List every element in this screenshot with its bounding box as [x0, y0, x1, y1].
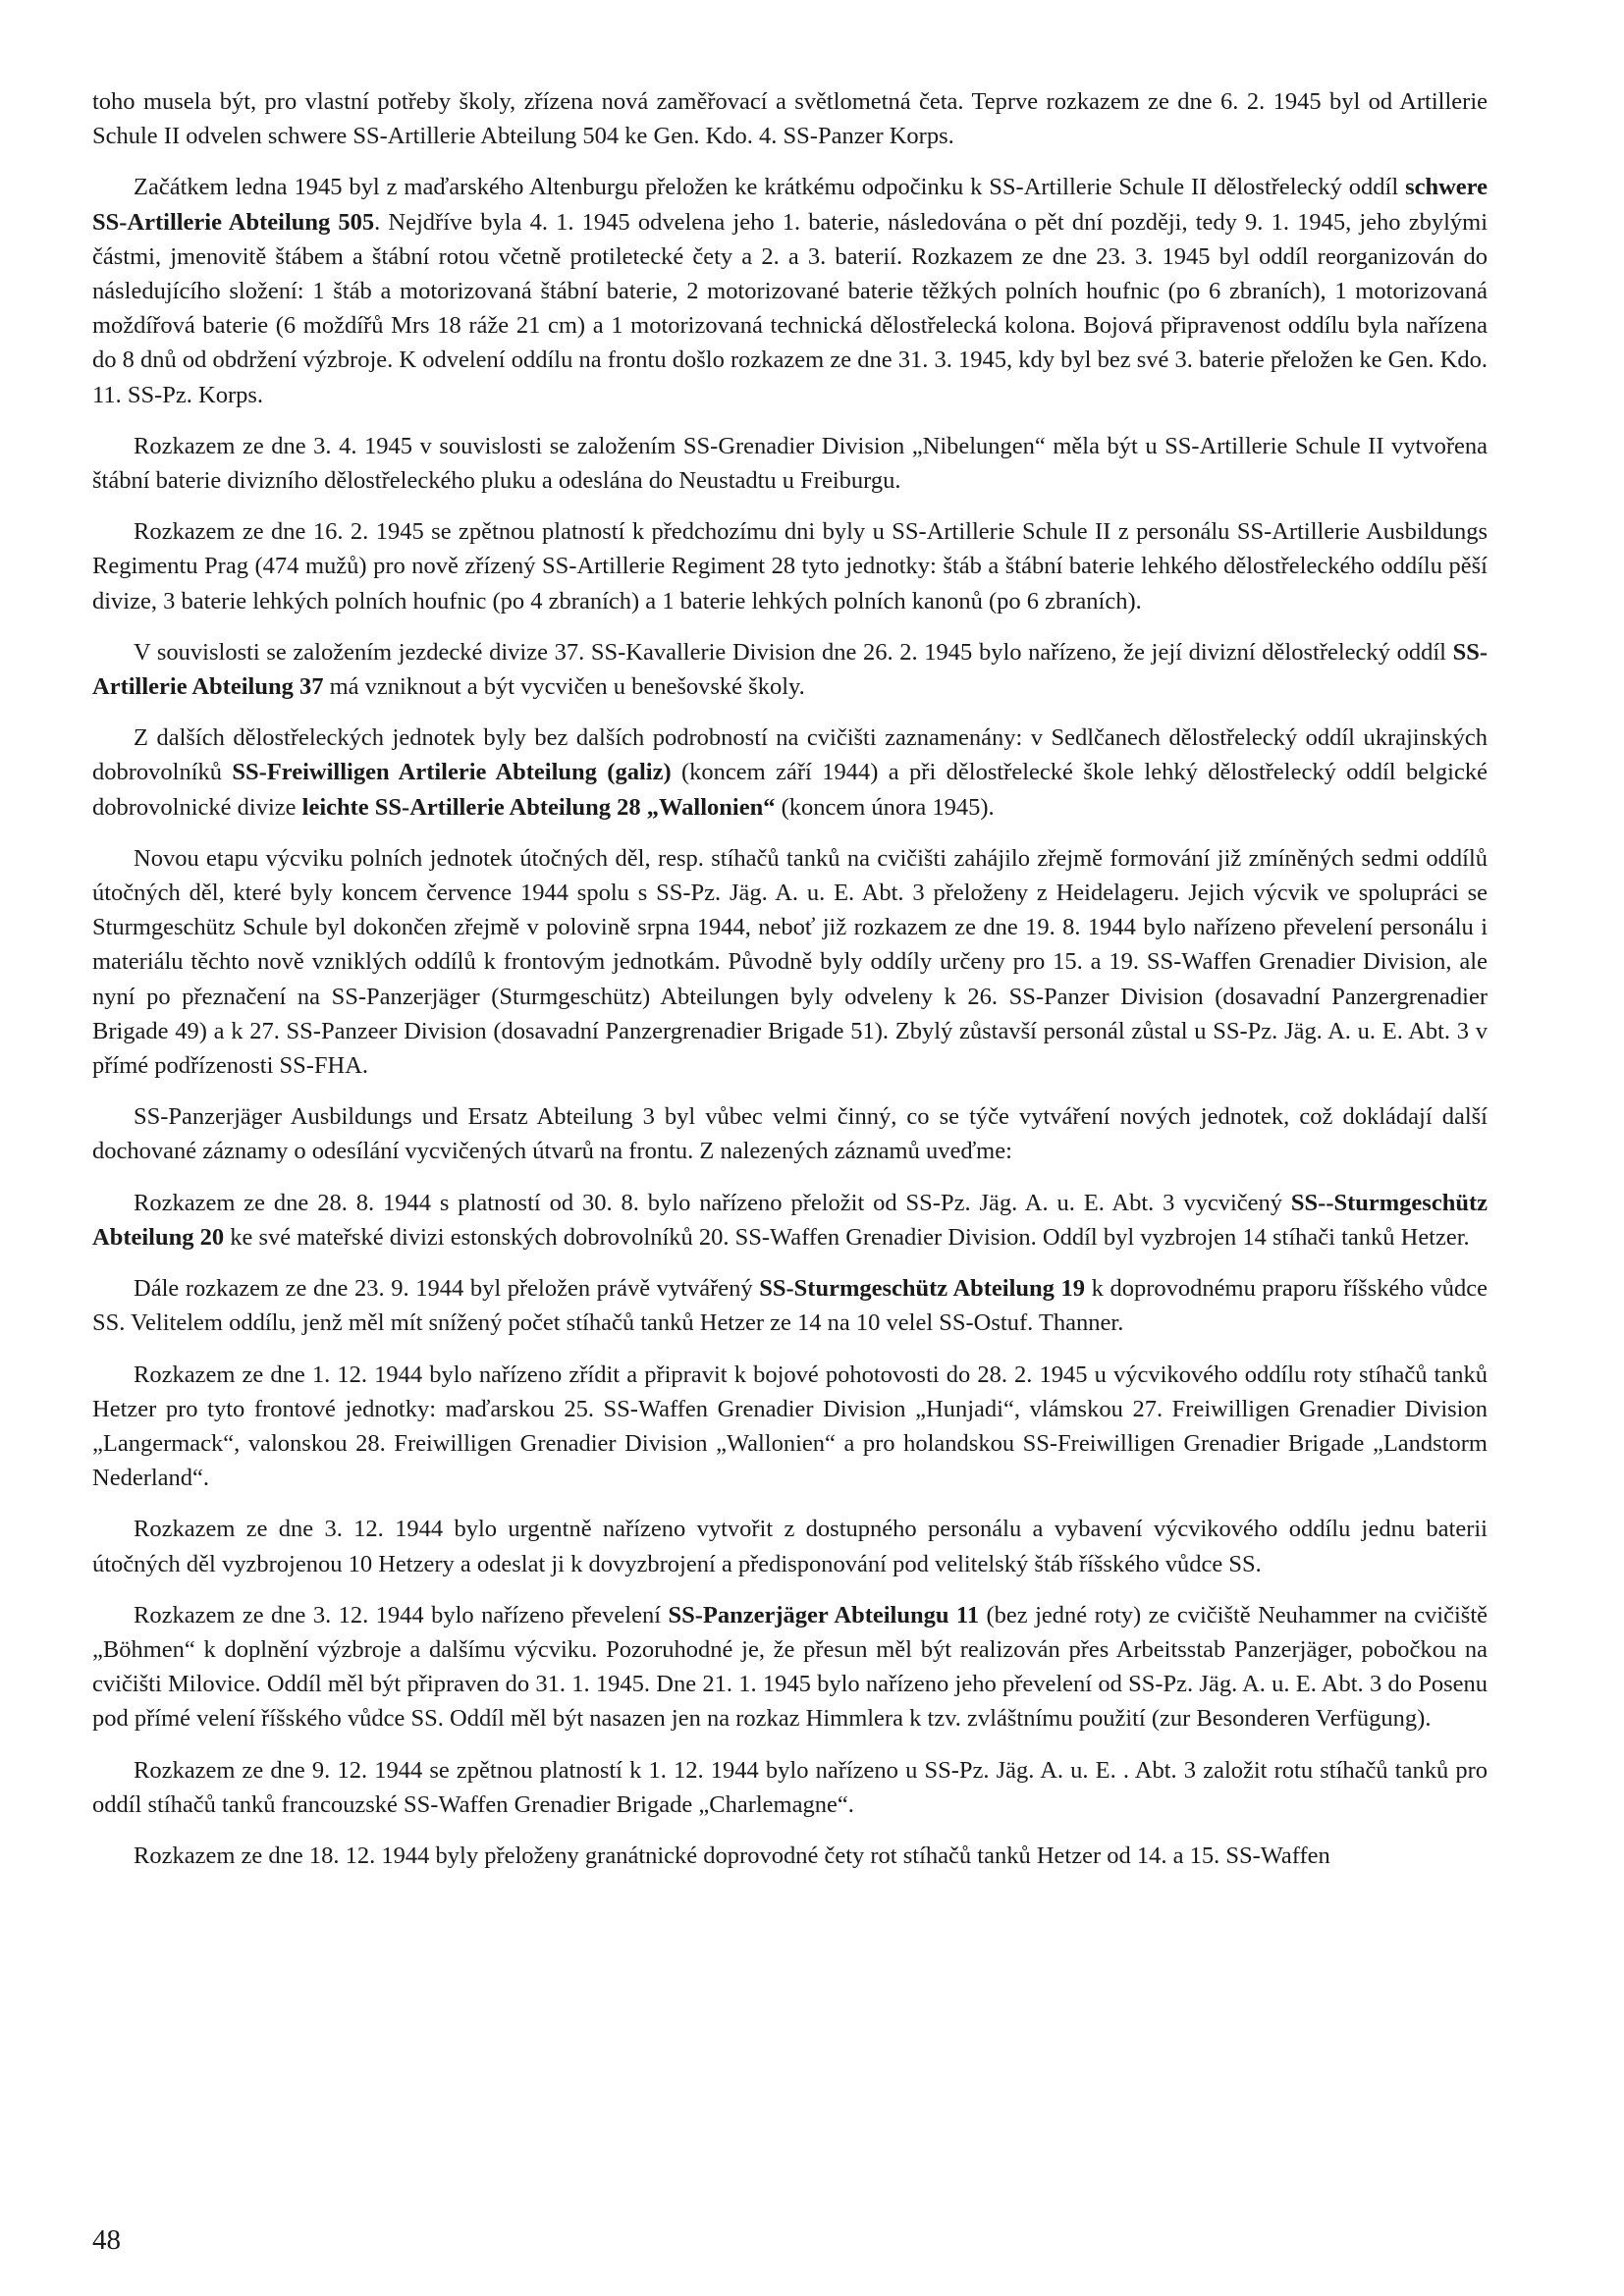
- paragraph: [92, 170, 1488, 411]
- paragraph-text: Rozkazem ze dne 18. 12. 1944 byly přeloženy granátnické doprovodné čety rot stíhačů tanků Hetzer od 14. a 15. SS-Waffen: [134, 1842, 1330, 1869]
- paragraph-text: Rozkazem ze dne 3. 12. 1944 bylo nařízeno převelení: [134, 1601, 669, 1629]
- paragraph-text: Rozkazem ze dne 3. 4. 1945 v souvislosti se založením SS-Grenadier Division „Nibelungen“ měla být u SS-Artillerie Schule II vytvořena štábní baterie divizního dělostřeleckého pluku a odeslána do Neustadtu u Freiburgu.: [92, 432, 1488, 495]
- paragraph: [92, 1099, 1488, 1168]
- paragraph: [92, 1753, 1488, 1822]
- paragraph-text: (bez jedné roty) ze cvičiště Neuhammer na cvičiště „Böhmen“ k doplnění výzbroje a dalšímu výcviku. Pozoruhodné je, že přesun měl být realizován přes Arbeitsstab Panzerjäger, pobočkou na cvičišti Milovice. Oddíl měl být připraven do 31. 1. 1945. Dne 21. 1. 1945 bylo nařízeno jeho převelení od SS-Pz. Jäg. A. u. E. Abt. 3 do Posenu pod přímé velení říšského vůdce SS. Oddíl měl být nasazen jen na rozkaz Himmlera k tzv. zvláštnímu použití (zur Besonderen Verfügung).: [92, 1601, 1488, 1733]
- paragraph-text: Rozkazem ze dne 3. 12. 1944 bylo urgentně nařízeno vytvořit z dostupného personálu a vybavení výcvikového oddílu jednu baterii útočných děl vyzbrojenou 10 Hetzery a odeslat ji k dovyzbrojení a předisponování pod velitelský štáb říšského vůdce SS.: [92, 1516, 1488, 1577]
- paragraph-text: ke své mateřské divizi estonských dobrovolníků 20. SS-Waffen Grenadier Division. Oddíl byl vyzbrojen 14 stíhači tanků Hetzer.: [224, 1223, 1470, 1251]
- bold-unit-name: SS--Sturmgeschütz Abteilung 20: [92, 1189, 1488, 1251]
- paragraph: [92, 841, 1488, 1083]
- paragraph: [92, 1839, 1488, 1873]
- paragraph-text: Rozkazem ze dne 28. 8. 1944 s platností od 30. 8. bylo nařízeno přeložit od SS-Pz. Jäg. A. u. E. Abt. 3 vycvičený: [134, 1189, 1291, 1216]
- paragraph: [92, 635, 1488, 704]
- paragraph: [92, 1512, 1488, 1580]
- paragraph-text: Z dalších dělostřeleckých jednotek byly bez dalších podrobností na cvičišti zaznamenány: v Sedlčanech dělostřelecký oddíl ukrajinských dobrovolníků: [92, 724, 1488, 786]
- page-number: 48: [92, 2224, 121, 2256]
- paragraph: [92, 429, 1488, 498]
- paragraph-text: Dále rozkazem ze dne 23. 9. 1944 byl přeložen právě vytvářený: [134, 1275, 760, 1303]
- paragraph: [92, 84, 1488, 153]
- bold-unit-name: SS-Sturmgeschütz Abteilung 19: [759, 1275, 1086, 1303]
- paragraph: [92, 1598, 1488, 1736]
- paragraph: [92, 1271, 1488, 1340]
- paragraph: [92, 1186, 1488, 1255]
- paragraph: [92, 721, 1488, 825]
- paragraph-text: má vzniknout a být vycvičen u benešovské školy.: [323, 673, 805, 701]
- paragraph-text: Rozkazem ze dne 9. 12. 1944 se zpětnou platností k 1. 12. 1944 bylo nařízeno u SS-Pz. Jäg. A. u. E. . Abt. 3 založit rotu stíhačů tanků pro oddíl stíhačů tanků francouzské SS-Waffen Grenadier Brigade „Charlemagne“.: [92, 1756, 1488, 1818]
- paragraph: [92, 514, 1488, 618]
- bold-unit-name: SS-Panzerjäger Abteilungu 11: [668, 1601, 980, 1629]
- paragraph: [92, 1358, 1488, 1496]
- paragraph-text: (koncem září 1944) a při dělostřelecké škole lehký dělostřelecký oddíl belgické dobrovolnické divize: [92, 759, 1488, 821]
- paragraph-text: Novou etapu výcviku polních jednotek útočných děl, resp. stíhačů tanků na cvičišti zahájilo zřejmě formování již zmíněných sedmi oddílů útočných děl, které byly koncem července 1944 spolu s SS-Pz. Jäg. A. u. E. Abt. 3 přeloženy z Heidelageru. Jejich výcvik ve spolupráci se Sturmgeschütz Schule byl dokončen zřejmě v polovině srpna 1944, neboť již rozkazem ze dne 19. 8. 1944 bylo nařízeno převelení personálu i materiálu těchto nově vzniklých oddílů k frontovým jednotkám. Původně byly oddíly určeny pro 15. a 19. SS-Waffen Grenadier Division, ale nyní po přeznačení na SS-Panzerjäger (Sturmgeschütz) Abteilungen byly odveleny k 26. SS-Panzer Division (dosavadní Panzergrenadier Brigade 49) a k 27. SS-Panzeer Division (dosavadní Panzergrenadier Brigade 51). Zbylý zůstavší personál zůstal u SS-Pz. Jäg. A. u. E. Abt. 3 v přímé podřízenosti SS-FHA.: [92, 844, 1488, 1080]
- paragraph-text: Rozkazem ze dne 1. 12. 1944 bylo nařízeno zřídit a připravit k bojové pohotovosti do 28. 2. 1945 u výcvikového oddílu roty stíhačů tanků Hetzer pro tyto frontové jednotky: maďarskou 25. SS-Waffen Grenadier Division „Hunjadi“, vlámskou 27. Freiwilligen Grenadier Division „Langermack“, valonskou 28. Freiwilligen Grenadier Division „Wallonien“ a pro holandskou SS-Freiwilligen Grenadier Brigade „Landstorm Nederland“.: [92, 1361, 1488, 1492]
- paragraph-text: Rozkazem ze dne 16. 2. 1945 se zpětnou platností k předchozímu dni byly u SS-Artillerie Schule II z personálu SS-Artillerie Ausbildungs Regimentu Prag (474 mužů) pro nově zřízený SS-Artillerie Regiment 28 tyto jednotky: štáb a štábní baterie lehkého dělostřeleckého oddílu pěší divize, 3 baterie lehkých polních houfnic (po 4 zbraních) a 1 baterie lehkých polních kanonů (po 6 zbraních).: [92, 518, 1488, 614]
- paragraph-text: k doprovodnému praporu říšského vůdce SS. Velitelem oddílu, jenž měl mít snížený počet stíhačů tanků Hetzer ze 14 na 10 velel SS-Ostuf. Thanner.: [92, 1275, 1488, 1337]
- paragraph-text: SS-Panzerjäger Ausbildungs und Ersatz Abteilung 3 byl vůbec velmi činný, co se týče vytváření nových jednotek, což dokládají další dochované záznamy o odesílání vycvičených útvarů na frontu. Z nalezených záznamů uveďme:: [92, 1103, 1488, 1165]
- paragraph-text: V souvislosti se založením jezdecké divize 37. SS-Kavallerie Division dne 26. 2. 1945 bylo nařízeno, že její divizní dělostřelecký oddíl: [134, 638, 1453, 666]
- bold-unit-name: leichte SS-Artillerie Abteilung 28 „Wallonien“: [301, 793, 776, 821]
- paragraph-text: (koncem února 1945).: [775, 793, 995, 821]
- bold-unit-name: SS-Freiwilligen Artilerie Abteilung (galiz): [232, 759, 672, 786]
- bold-unit-name: SS-Artillerie Abteilung 37: [92, 638, 1488, 701]
- paragraph-text: Začátkem ledna 1945 byl z maďarského Altenburgu přeložen ke krátkému odpočinku k SS-Artillerie Schule II dělostřelecký oddíl: [134, 174, 1406, 201]
- paragraph-text: . Nejdříve byla 4. 1. 1945 odvelena jeho 1. baterie, následována o pět dní později, tedy 9. 1. 1945, jeho zbylými částmi, jmenovitě štábem a štábní rotou včetně protiletecké čety a 2. a 3. baterií. Rozkazem ze dne 23. 3. 1945 byl oddíl reorganizován do následujícího složení: 1 štáb a motorizovaná štábní baterie, 2 motorizované baterie těžkých polních houfnic (po 6 zbraních), 1 motorizovaná moždířová baterie (6 moždířů Mrs 18 ráže 21 cm) a 1 motorizovaná technická dělostřelecká kolona. Bojová připravenost oddílu byla nařízena do 8 dnů od obdržení výzbroje. K odvelení oddílu na frontu došlo rozkazem ze dne 31. 3. 1945, kdy byl bez své 3. baterie přeložen ke Gen. Kdo. 11. SS-Pz. Korps.: [92, 208, 1488, 408]
- bold-unit-name: schwere SS-Artillerie Abteilung 505: [92, 174, 1488, 236]
- body-text: [92, 84, 1488, 1890]
- paragraph-text: toho musela být, pro vlastní potřeby školy, zřízena nová zaměřovací a světlometná četa. Teprve rozkazem ze dne 6. 2. 1945 byl od Artillerie Schule II odvelen schwere SS-Artillerie Abteilung 504 ke Gen. Kdo. 4. SS-Panzer Korps.: [92, 88, 1488, 150]
